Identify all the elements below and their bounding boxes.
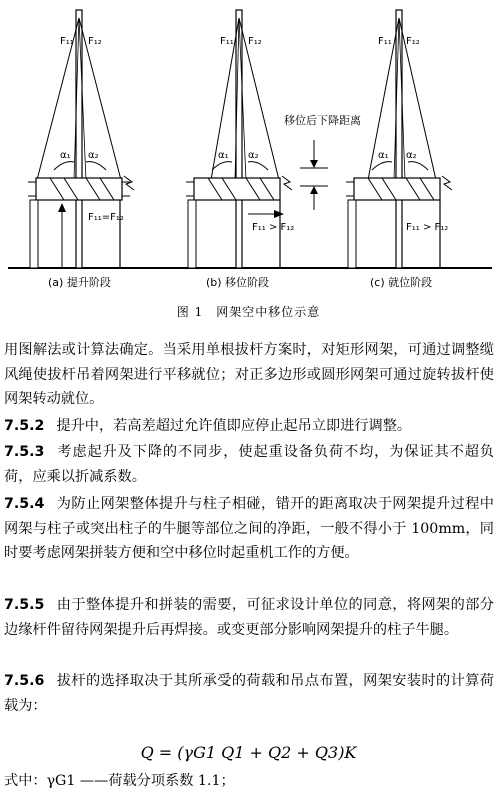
paragraph-text: 拔杆的选择取决于其所承受的荷载和吊点布置，网架安装时的计算荷载为： bbox=[4, 673, 494, 714]
paragraph-continuation bbox=[4, 338, 494, 412]
label-a-alpha2: α₂ bbox=[88, 150, 99, 161]
label-b-f11: F₁₁ bbox=[220, 36, 234, 47]
label-b-alpha1: α₁ bbox=[218, 150, 229, 161]
figure-network-frame-shift bbox=[0, 0, 497, 300]
label-a-f12: F₁₂ bbox=[88, 36, 102, 47]
section-number: 7.5.6 bbox=[4, 673, 45, 689]
subcaption-b: (b) 移位阶段 bbox=[206, 276, 270, 289]
label-c-alpha1: α₁ bbox=[378, 150, 389, 161]
mast-c bbox=[396, 10, 402, 268]
label-a-f11: F₁₁ bbox=[60, 36, 74, 47]
label-a-alpha1: α₁ bbox=[60, 150, 71, 161]
formula-note: 式中：γG1 ——荷载分项系数 1.1； bbox=[4, 773, 235, 789]
panel-a bbox=[28, 10, 134, 268]
label-b-alpha2: α₂ bbox=[248, 150, 259, 161]
grid-frame-a bbox=[36, 178, 122, 200]
load-formula: Q = (γG1 Q1 + Q2 + Q3)K bbox=[140, 743, 357, 762]
figure-caption: 图 1 网架空中移位示意 bbox=[176, 305, 321, 319]
label-b-greater: F₁₁ > F₁₂ bbox=[252, 222, 295, 233]
subcaption-a: (a) 提升阶段 bbox=[48, 276, 111, 289]
section-7-5-5 bbox=[4, 593, 494, 642]
label-c-f12: F₁₂ bbox=[406, 36, 420, 47]
section-7-5-2 bbox=[4, 414, 494, 439]
paragraph-text: 由于整体提升和拼装的需要，可征求设计单位的同意，将网架的部分边缘杆件留待网架提升后再焊接。或变更部分影响网架提升的柱子牛腿。 bbox=[4, 597, 494, 638]
label-a-equal: F₁₁=F₁₂ bbox=[88, 212, 124, 223]
label-c-f11: F₁₁ bbox=[378, 36, 392, 47]
label-c-greater: F₁₁ > F₁₂ bbox=[406, 222, 449, 233]
mast-b bbox=[236, 10, 242, 268]
paragraph-text: 提升中，若高差超过允许值即应停止起吊立即进行调整。 bbox=[56, 418, 412, 434]
column-a-left bbox=[30, 200, 38, 268]
paragraph-text: 用图解法或计算法确定。当采用单根拔杆方案时，对矩形网架，可通过调整缆风绳使拔杆吊着网架进行平移就位；对正多边形或圆形网架可通过旋转拔杆使网架转动就位。 bbox=[4, 342, 494, 407]
section-number: 7.5.3 bbox=[4, 444, 45, 460]
label-b-f12: F₁₂ bbox=[248, 36, 262, 47]
mast-a bbox=[76, 10, 82, 268]
section-number: 7.5.4 bbox=[4, 496, 45, 512]
section-number: 7.5.2 bbox=[4, 418, 45, 434]
section-7-5-6 bbox=[4, 669, 494, 718]
column-b-left bbox=[188, 200, 196, 268]
section-7-5-3 bbox=[4, 440, 494, 489]
label-c-alpha2: α₂ bbox=[406, 150, 417, 161]
paragraph-text: 为防止网架整体提升与柱子相碰，错开的距离取决于网架提升过程中网架与柱子或突出柱子的牛腿等部位之间的净距，一般不得小于 100mm，同时要考虑网架拼装方便和空中移位时起重机工作的方便。 bbox=[4, 496, 494, 561]
section-number: 7.5.5 bbox=[4, 597, 45, 613]
section-7-5-4 bbox=[4, 492, 494, 566]
paragraph-text: 考虑起升及下降的不同步，使起重设备负荷不均，为保证其不超负荷，应乘以折减系数。 bbox=[4, 444, 494, 485]
subcaption-c: (c) 就位阶段 bbox=[370, 276, 433, 289]
column-c-left bbox=[348, 200, 356, 268]
label-drop-distance: 移位后下降距离 bbox=[284, 114, 361, 127]
